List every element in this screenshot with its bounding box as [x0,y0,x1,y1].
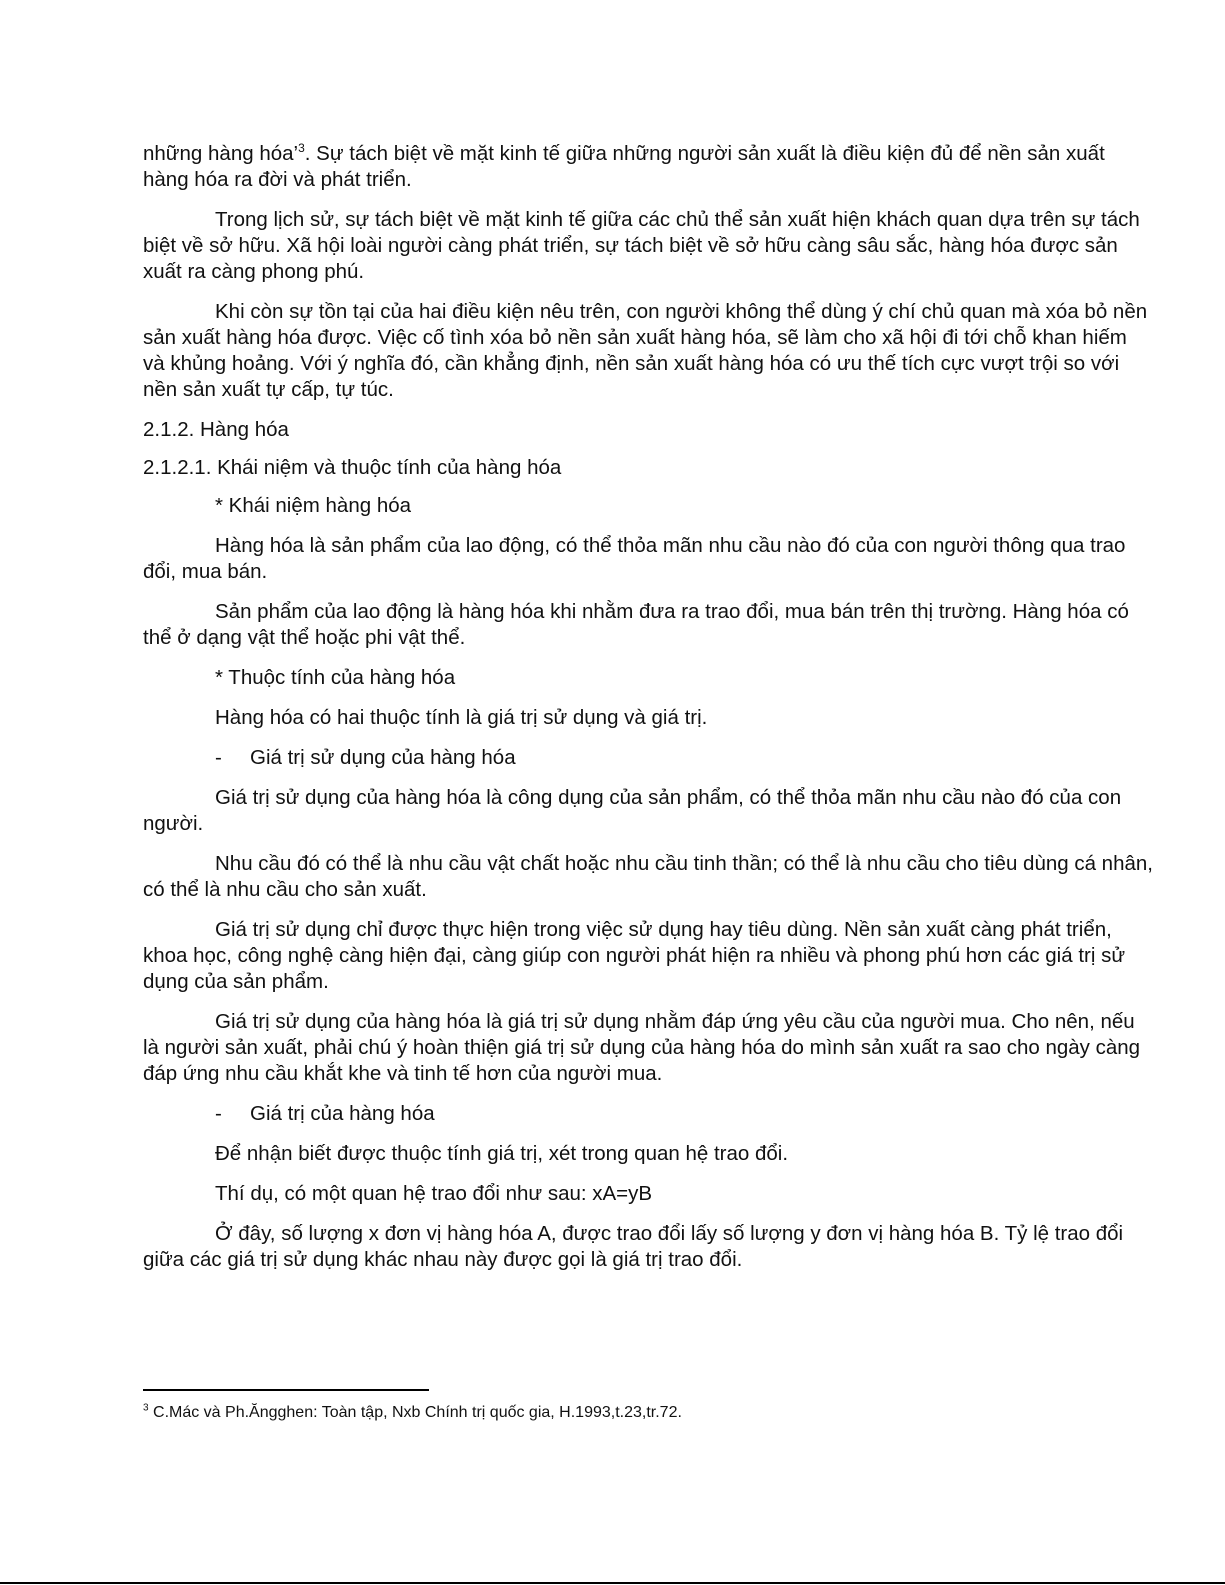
paragraph-example: Thí dụ, có một quan hệ trao đổi như sau: xA=yB [215,1182,653,1205]
paragraph-buyer-needs: Giá trị sử dụng của hàng hóa là giá trị sử dụng nhằm đáp ứng yêu cầu của người mua. Cho nên, nếu là người sản xuất, phải chú ý hoàn thiện giá trị sử dụng của hàng hóa do mình sản xuất ra sao cho ngày càng đáp ứng nhu cầu khắt khe và tinh tế hơn của người mua. [143,1010,1141,1085]
list-item-label: Giá trị sử dụng của hàng hóa [250,746,516,769]
paragraph-text: những hàng hóa’ [143,142,299,165]
paragraph-history: Trong lịch sử, sự tách biệt về mặt kinh tế giữa các chủ thể sản xuất hiện khách quan dựa trên sự tách biệt về sở hữu. Xã hội loài người càng phát triển, sự tách biệt về sở hữu càng sâu sắc, hàng hóa được sản xuất ra càng phong phú. [143,208,1140,283]
paragraph-use-value-definition: Giá trị sử dụng của hàng hóa là công dụng của sản phẩm, có thể thỏa mãn nhu cầu nào đó của con người. [143,786,1122,835]
paragraph-text: . Sự tách biệt về mặt kinh tế giữa những người sản xuất là điều kiện đủ để nền sản xuất hàng hóa ra đời và phát triển. [143,142,1105,191]
page-bottom-border [0,1582,1225,1584]
footnote-number: 3 [143,1402,149,1414]
subheading-concept: * Khái niệm hàng hóa [215,494,412,517]
section-heading-2-1-2: 2.1.2. Hàng hóa [143,418,289,441]
paragraph-product-labor: Sản phẩm của lao động là hàng hóa khi nhằm đưa ra trao đổi, mua bán trên thị trường. Hàng hóa có thể ở dạng vật thể hoặc phi vật thể. [143,600,1129,649]
dash-bullet: - [215,1102,222,1125]
paragraph-concept-definition: Hàng hóa là sản phẩm của lao động, có thể thỏa mãn nhu cầu nào đó của con người thông qua trao đổi, mua bán. [143,534,1126,583]
paragraph-exchange-value: Ở đây, số lượng x đơn vị hàng hóa A, được trao đổi lấy số lượng y đơn vị hàng hóa B. Tỷ lệ trao đổi giữa các giá trị sử dụng khác nhau này được gọi là giá trị trao đổi. [143,1222,1124,1271]
paragraph-needs: Nhu cầu đó có thể là nhu cầu vật chất hoặc nhu cầu tinh thần; có thể là nhu cầu cho tiêu dùng cá nhân, có thể là nhu cầu cho sản xuất. [143,852,1153,901]
footnote-separator [143,1389,429,1391]
list-item-use-value [143,745,1153,771]
paragraph-continuation [143,141,1153,193]
footnote-text: C.Mác và Ph.Ăngghen: Toàn tập, Nxb Chính trị quốc gia, H.1993,t.23,tr.72. [148,1404,682,1421]
list-item-label: Giá trị của hàng hóa [250,1102,435,1125]
paragraph-recognize-value: Để nhận biết được thuộc tính giá trị, xét trong quan hệ trao đổi. [215,1142,789,1165]
paragraph-conditions: Khi còn sự tồn tại của hai điều kiện nêu trên, con người không thể dùng ý chí chủ quan mà xóa bỏ nền sản xuất hàng hóa được. Việc cố tình xóa bỏ nền sản xuất hàng hóa, sẽ làm cho xã hội đi tới chỗ khan hiếm và khủng hoảng. Với ý nghĩa đó, cần khẳng định, nền sản xuất hàng hóa có ưu thế tích cực vượt trội so với nền sản xuất tự cấp, tự túc. [143,300,1148,401]
section-heading-2-1-2-1: 2.1.2.1. Khái niệm và thuộc tính của hàng hóa [143,456,562,479]
list-item-value [143,1101,1153,1127]
body-text [143,141,1153,1287]
footnote [143,1402,1043,1424]
paragraph-two-properties: Hàng hóa có hai thuộc tính là giá trị sử dụng và giá trị. [215,706,708,729]
footnote-ref: 3 [298,141,305,156]
paragraph-use-value-realized: Giá trị sử dụng chỉ được thực hiện trong việc sử dụng hay tiêu dùng. Nền sản xuất càng phát triển, khoa học, công nghệ càng hiện đại, càng giúp con người phát hiện ra nhiều và phong phú hơn các giá trị sử dụng của sản phẩm. [143,918,1126,993]
subheading-properties: * Thuộc tính của hàng hóa [215,666,456,689]
dash-bullet: - [215,746,222,769]
